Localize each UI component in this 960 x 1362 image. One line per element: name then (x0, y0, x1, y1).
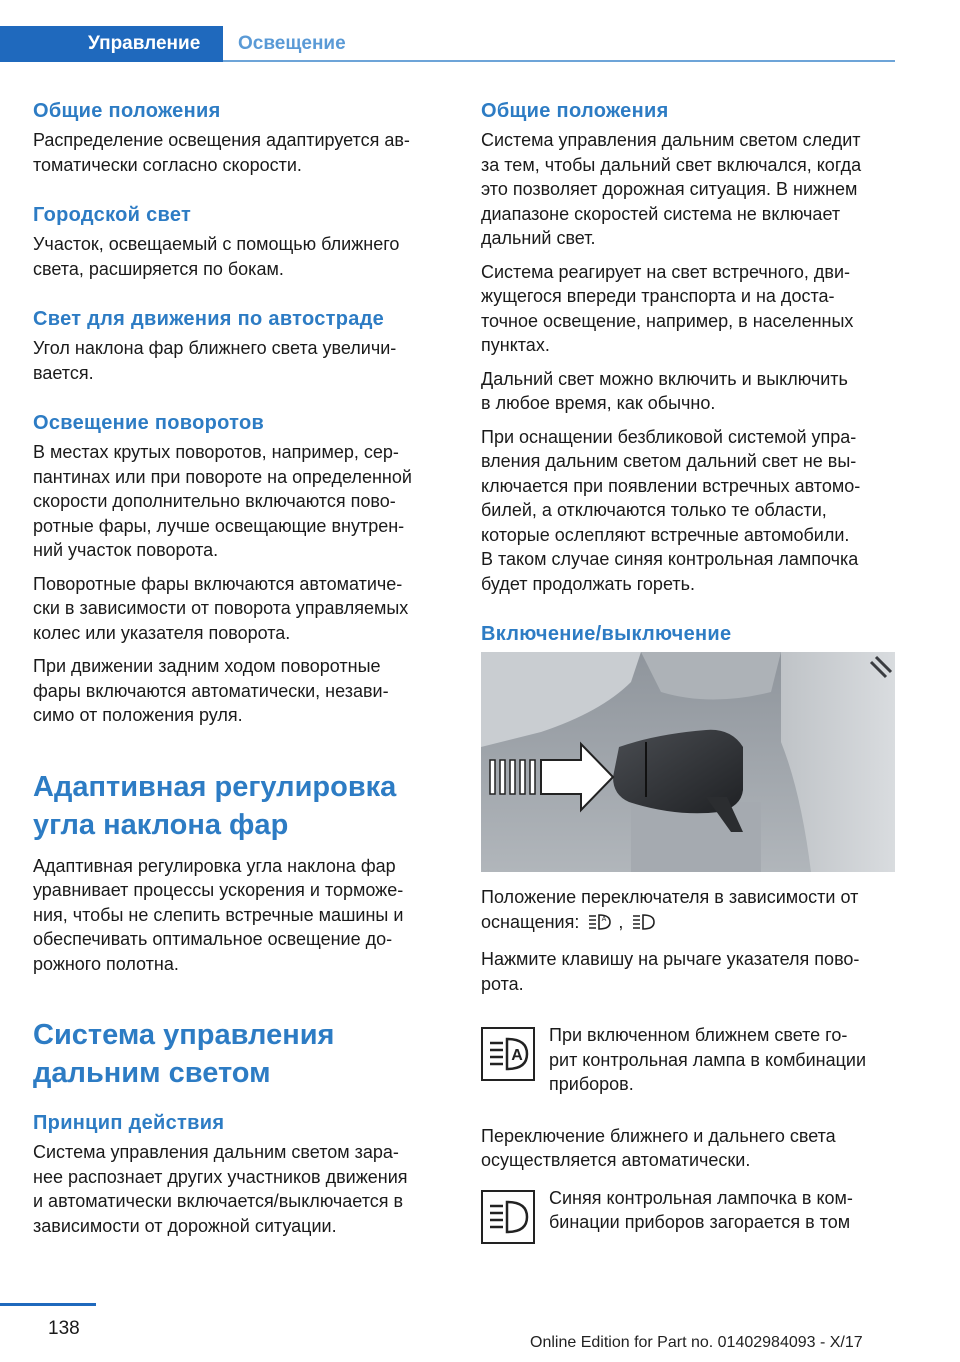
photo-caption (481, 885, 895, 938)
heading-cornering-light: Освещение поворотов (33, 412, 265, 434)
turn-signal-lever-photo (481, 652, 895, 872)
page-number: 138 (48, 1318, 80, 1339)
header-rule (223, 60, 895, 62)
paragraph-city-light: Участок, освещаемый с помощью ближнего света, расширяется по бокам. (33, 234, 400, 279)
heading-principle: Принцип действия (33, 1112, 225, 1134)
header-tab-subsection: Освещение (238, 33, 346, 54)
paragraph-hb-3: Дальний свет можно включить и выключить в любое время, как обычно. (481, 368, 848, 413)
paragraph-cornering-2: Поворотные фары включаются автоматиче- ски в зависимости от поворота управляемых колес или указателя поворота. (33, 573, 409, 643)
paragraph-switching: Переключение ближнего и дальнего света осуществляется автоматически. (481, 1125, 836, 1170)
high-beam-icon (632, 912, 658, 939)
page-header (0, 0, 960, 64)
note-2-text: Синяя контрольная лампочка в ком- бинации приборов загорается в том (549, 1187, 853, 1232)
paragraph-motorway-light: Угол наклона фар ближнего света увеличи- вается. (33, 338, 397, 383)
right-column (481, 100, 895, 1244)
paragraph-cornering-3: При движении задним ходом поворотные фары включаются автоматически, незави- симо от положения руля. (33, 656, 389, 725)
paragraph-principle: Система управления дальним светом зара- нее распознает других участников движения и автоматически включается/выключается в зависимости от дорожной ситуации. (33, 1142, 408, 1236)
footer-rule (0, 1303, 96, 1306)
paragraph-hb-4: При оснащении безбликовой системой упра- вления дальним светом дальний свет не вы- ключается при появлении встречных автомо- билей, а отключаются только те области, которые ослепляют встречные автомобили. В таком случае синяя контрольная лампочка будет продолжать гореть. (481, 426, 861, 594)
paragraph-adaptive-leveling: Адаптивная регулировка угла наклона фар уравнивает процессы ускорения и торможе- ния, чтобы не слепить встречные машины и обеспечивать оптимальное освещение до- рожного полотна. (33, 855, 404, 974)
paragraph-cornering-1: В местах крутых поворотов, например, сер- пантинах или при повороте на определенной скорости дополнительно включаются пово- ротные фары, лучше освещающие внутрен- ний участок поворота. (33, 442, 412, 560)
heading-adaptive-leveling: Адаптивная регулировка угла наклона фар (33, 770, 397, 841)
paragraph-hb-1: Система управления дальним светом следит за тем, чтобы дальний свет включался, когда это позволяет дорожная ситуация. В нижнем диапазоне скоростей система не включает дальний свет. (481, 130, 862, 248)
heading-on-off: Включение/выключение (481, 623, 732, 645)
heading-general-right: Общие положения (481, 100, 669, 122)
high-beam-assistant-indicator-icon (481, 1027, 535, 1081)
indicator-note-2 (481, 1186, 895, 1244)
note-1-text: При включенном ближнем свете го- рит контрольная лампа в комбинации приборов. (549, 1025, 866, 1094)
high-beam-indicator-icon (481, 1190, 535, 1244)
footer-edition: Online Edition for Part no. 01402984093 - X/17 (530, 1334, 863, 1351)
paragraph-general: Распределение освещения адаптируется ав- томатически согласно скорости. (33, 130, 410, 175)
caption-line-1: Положение переключателя в зависимости от (481, 887, 859, 907)
heading-city-light: Городской свет (33, 204, 192, 226)
paragraph-press-button: Нажмите клавишу на рычаге указателя пово- рота. (481, 949, 860, 994)
high-beam-assistant-auto-icon (588, 912, 614, 939)
left-column (33, 100, 443, 1238)
caption-line-2: оснащения: (481, 911, 580, 932)
heading-general: Общие положения (33, 100, 221, 122)
heading-high-beam-assistant: Система управления дальним светом (33, 1019, 335, 1089)
svg-text:A: A (602, 915, 607, 923)
lever-illustration (481, 652, 895, 872)
indicator-note-1 (481, 1023, 895, 1097)
header-tab-section: Управление (0, 26, 223, 62)
caption-separator: , (618, 911, 624, 932)
heading-motorway-light: Свет для движения по автостраде (33, 308, 385, 330)
paragraph-hb-2: Система реагирует на свет встречного, дви- жущегося впереди транспорта и на доста- точное освещение, например, в населенных пунктах. (481, 261, 854, 355)
svg-text:A: A (511, 1047, 523, 1064)
